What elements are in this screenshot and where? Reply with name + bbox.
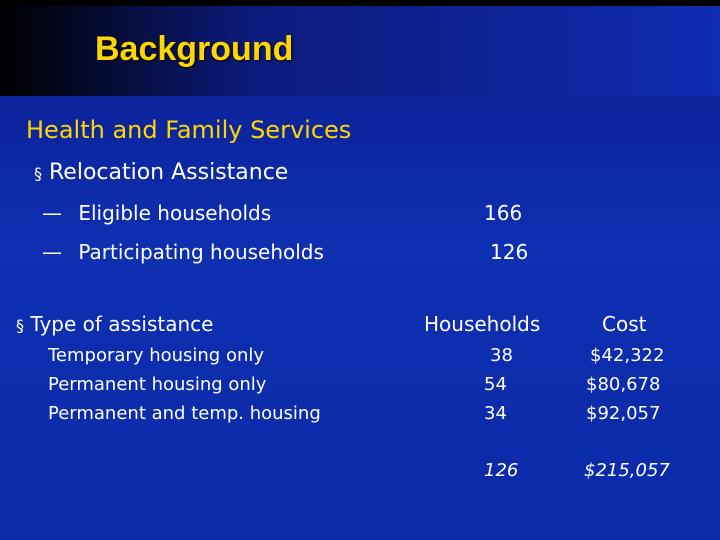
eligible-label: Eligible households (78, 201, 272, 225)
participating-label: Participating households (78, 240, 324, 264)
bullet-icon: § (16, 316, 24, 335)
total-cost: $215,057 (584, 460, 670, 481)
row-both-households: 34 (484, 403, 507, 424)
relocation-label: Relocation Assistance (49, 160, 289, 185)
eligible-value: 166 (484, 201, 523, 225)
total-households: 126 (484, 460, 519, 481)
dash-icon: — (42, 201, 62, 225)
eligible-row (42, 201, 271, 225)
participating-row (42, 240, 324, 264)
dash-icon: — (42, 240, 62, 264)
row-permanent-cost: $80,678 (586, 374, 661, 395)
relocation-bullet (34, 160, 288, 185)
assistance-bullet (16, 312, 213, 336)
col-households-header: Households (424, 312, 541, 336)
row-temporary-label: Temporary housing only (48, 345, 265, 366)
row-temporary-cost: $42,322 (590, 345, 665, 366)
col-cost-header: Cost (602, 312, 647, 336)
bullet-icon: § (34, 164, 42, 183)
section-heading: Health and Family Services (26, 116, 352, 144)
row-both-label: Permanent and temp. housing (48, 403, 321, 424)
row-permanent-households: 54 (484, 374, 507, 395)
row-both-cost: $92,057 (586, 403, 661, 424)
assistance-label: Type of assistance (30, 312, 214, 336)
participating-value: 126 (490, 240, 529, 264)
slide-title: Background (95, 30, 294, 68)
row-permanent-label: Permanent housing only (48, 374, 267, 395)
row-temporary-households: 38 (490, 345, 513, 366)
